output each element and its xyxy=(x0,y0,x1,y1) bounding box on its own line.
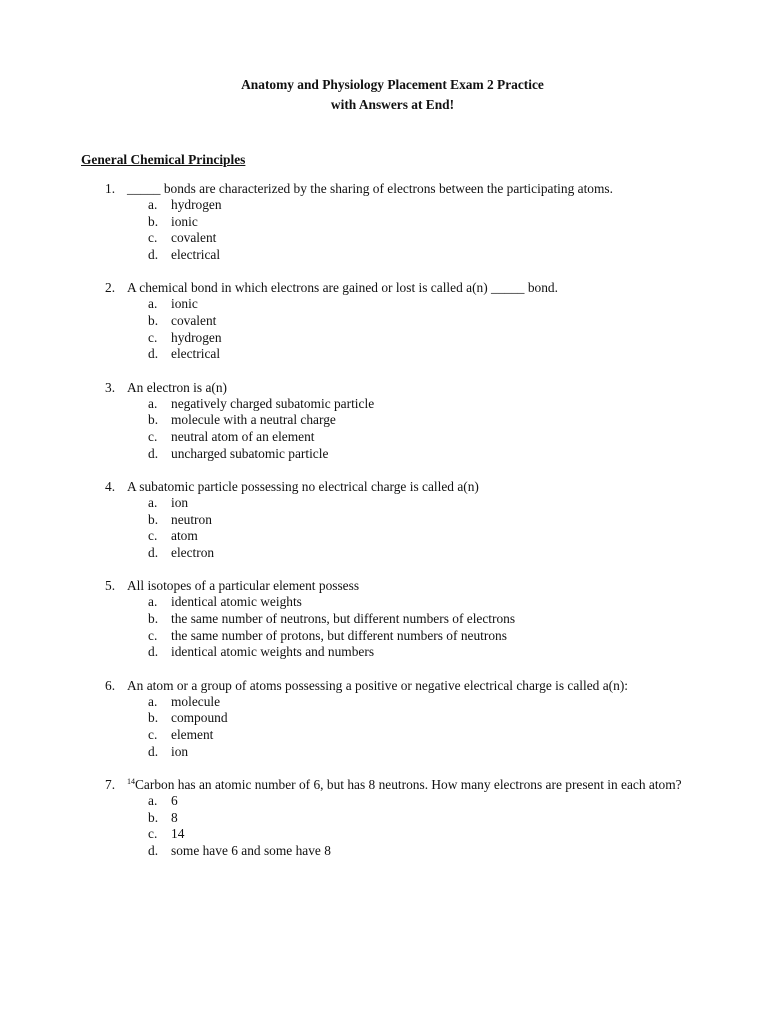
option-text: molecule xyxy=(171,693,221,709)
answer-option xyxy=(148,495,708,512)
question-stem xyxy=(81,776,708,793)
option-text: the same number of neutrons, but different numbers of electrons xyxy=(171,610,516,626)
answer-option xyxy=(148,446,708,463)
option-letter: c. xyxy=(148,726,158,742)
question-number xyxy=(81,379,127,396)
option-text: negatively charged subatomic particle xyxy=(171,395,375,411)
option-letter: b. xyxy=(148,511,159,527)
option-letter: b. xyxy=(148,313,159,329)
option-text: covalent xyxy=(171,313,217,329)
option-letter: c. xyxy=(148,230,158,246)
answer-option xyxy=(148,330,708,347)
question-number xyxy=(81,677,127,694)
answer-options xyxy=(81,396,708,463)
answer-option xyxy=(148,396,708,413)
option-text: ion xyxy=(171,743,189,759)
question-number xyxy=(81,478,127,495)
option-text: electrical xyxy=(171,247,221,263)
question-text-wrap xyxy=(127,677,708,694)
option-letter: c. xyxy=(148,429,158,445)
question-text: An atom or a group of atoms possessing a positive or negative electrical charge is called a(n): xyxy=(127,677,628,693)
question-text: Carbon has an atomic number of 6, but has 8 neutrons. How many electrons are present in each atom? xyxy=(135,776,682,792)
question-number-text: 2. xyxy=(105,280,116,296)
option-text: atom xyxy=(171,528,198,544)
question-text: _____ bonds are characterized by the sharing of electrons between the participating atoms. xyxy=(127,181,613,196)
question-text-wrap xyxy=(127,577,708,594)
option-text: hydrogen xyxy=(171,329,222,345)
answer-options xyxy=(81,694,708,761)
answer-option xyxy=(148,594,708,611)
option-text: some have 6 and some have 8 xyxy=(171,842,331,858)
question-text: An electron is a(n) xyxy=(127,379,228,395)
answer-option xyxy=(148,412,708,429)
option-letter: b. xyxy=(148,610,159,626)
option-letter: a. xyxy=(148,494,158,510)
option-text: identical atomic weights and numbers xyxy=(171,644,375,660)
question-text: A chemical bond in which electrons are gained or lost is called a(n) _____ bond. xyxy=(127,280,558,296)
question-number xyxy=(81,279,127,296)
answer-option xyxy=(148,296,708,313)
question-text-wrap xyxy=(127,379,708,396)
answer-options xyxy=(81,197,708,264)
option-text: element xyxy=(171,726,214,742)
question-7 xyxy=(81,776,708,860)
option-text: neutron xyxy=(171,511,212,527)
question-stem xyxy=(81,379,708,396)
title-line-2: with Answers at End! xyxy=(330,97,455,112)
question-number-text: 4. xyxy=(105,478,116,494)
question-number xyxy=(81,577,127,594)
answer-option xyxy=(148,528,708,545)
option-letter: b. xyxy=(148,809,159,825)
option-letter: c. xyxy=(148,627,158,643)
document-title xyxy=(79,75,706,115)
option-letter: b. xyxy=(148,710,159,726)
option-letter: a. xyxy=(148,395,158,411)
option-text: electron xyxy=(171,545,215,561)
answer-option xyxy=(148,230,708,247)
question-4 xyxy=(81,478,708,562)
option-letter: a. xyxy=(148,197,158,212)
option-letter: c. xyxy=(148,528,158,544)
answer-option xyxy=(148,826,708,843)
question-number xyxy=(81,776,127,793)
answer-option xyxy=(148,545,708,562)
answer-option xyxy=(148,429,708,446)
question-text: All isotopes of a particular element possess xyxy=(127,578,360,594)
option-letter: d. xyxy=(148,346,159,362)
answer-options xyxy=(81,296,708,363)
answer-option xyxy=(148,644,708,661)
option-text: 8 xyxy=(171,809,178,825)
question-text: A subatomic particle possessing no electrical charge is called a(n) xyxy=(127,478,479,494)
question-3 xyxy=(81,379,708,463)
option-text: ionic xyxy=(171,296,198,312)
option-text: compound xyxy=(171,710,228,726)
answer-option xyxy=(148,744,708,761)
option-text: covalent xyxy=(171,230,217,246)
answer-option xyxy=(148,727,708,744)
answer-options xyxy=(81,594,708,661)
answer-options xyxy=(81,793,708,860)
question-stem xyxy=(81,279,708,296)
option-letter: a. xyxy=(148,792,158,808)
question-5 xyxy=(81,577,708,661)
question-text-wrap xyxy=(127,478,708,495)
option-text: electrical xyxy=(171,346,221,362)
option-letter: c. xyxy=(148,826,158,842)
answer-option xyxy=(148,346,708,363)
question-number-text: 5. xyxy=(105,578,116,594)
option-letter: c. xyxy=(148,329,158,345)
question-number-text: 6. xyxy=(105,677,116,693)
question-number-text: 7. xyxy=(105,776,116,792)
question-text-wrap xyxy=(127,776,708,793)
question-text-wrap xyxy=(127,279,708,296)
question-list xyxy=(81,180,708,860)
option-letter: a. xyxy=(148,693,158,709)
option-letter: d. xyxy=(148,644,159,660)
question-stem xyxy=(81,478,708,495)
question-1 xyxy=(81,180,708,264)
question-number-text: 1. xyxy=(105,181,116,196)
option-text: the same number of protons, but different numbers of neutrons xyxy=(171,627,507,643)
answer-option xyxy=(148,810,708,827)
answer-option xyxy=(148,793,708,810)
answer-option xyxy=(148,313,708,330)
question-6 xyxy=(81,677,708,761)
answer-option xyxy=(148,628,708,645)
isotope-superscript: 14 xyxy=(127,776,135,786)
option-text: identical atomic weights xyxy=(171,594,302,610)
answer-option xyxy=(148,710,708,727)
question-number xyxy=(81,180,127,197)
answer-option xyxy=(148,197,708,214)
option-text: 6 xyxy=(171,792,178,808)
option-text: uncharged subatomic particle xyxy=(171,445,329,461)
option-letter: d. xyxy=(148,545,159,561)
option-letter: b. xyxy=(148,213,159,229)
option-letter: d. xyxy=(148,247,159,263)
answer-options xyxy=(81,495,708,562)
title-line-1: Anatomy and Physiology Placement Exam 2 Practice xyxy=(241,77,544,92)
section-heading: General Chemical Principles xyxy=(81,152,246,167)
option-letter: b. xyxy=(148,412,159,428)
option-letter: d. xyxy=(148,445,159,461)
answer-option xyxy=(148,611,708,628)
option-text: 14 xyxy=(171,826,185,842)
answer-option xyxy=(148,247,708,264)
option-letter: d. xyxy=(148,842,159,858)
option-text: ion xyxy=(171,494,189,510)
question-2 xyxy=(81,279,708,363)
question-stem xyxy=(81,577,708,594)
answer-option xyxy=(148,214,708,231)
answer-option xyxy=(148,843,708,860)
option-text: molecule with a neutral charge xyxy=(171,412,336,428)
answer-option xyxy=(148,512,708,529)
option-letter: a. xyxy=(148,296,158,312)
question-number-text: 3. xyxy=(105,379,116,395)
question-text-wrap xyxy=(127,180,708,197)
option-letter: d. xyxy=(148,743,159,759)
option-text: neutral atom of an element xyxy=(171,429,315,445)
option-letter: a. xyxy=(148,594,158,610)
answer-option xyxy=(148,694,708,711)
option-text: hydrogen xyxy=(171,197,222,212)
question-stem xyxy=(81,180,708,197)
option-text: ionic xyxy=(171,213,198,229)
question-stem xyxy=(81,677,708,694)
